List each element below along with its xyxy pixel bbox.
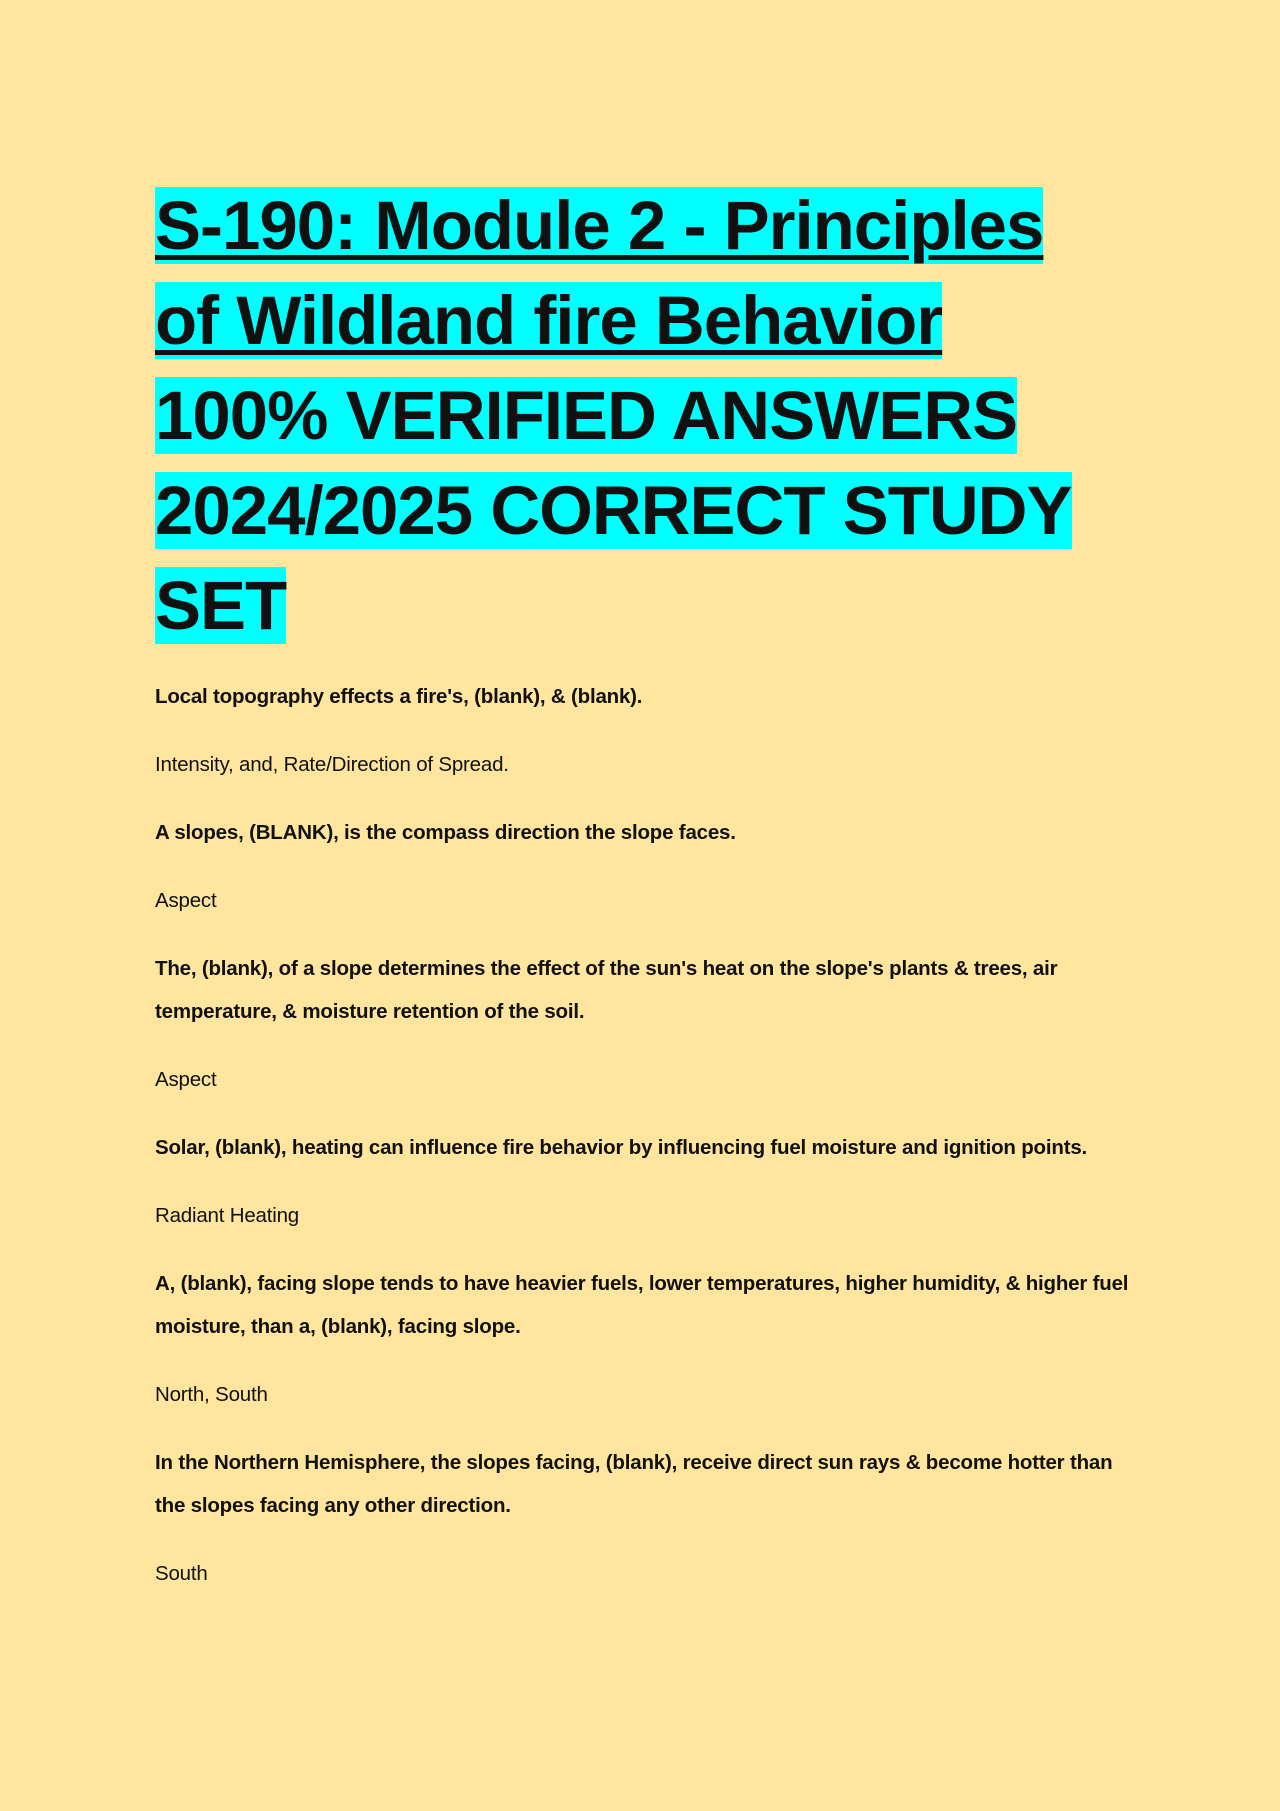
- question-text: A, (blank), facing slope tends to have heavier fuels, lower temperatures, higher humidity, & higher fuel moisture, than a, (blank), facing slope.: [155, 1272, 1129, 1338]
- title-line-3: 100% VERIFIED ANSWERS: [155, 377, 1018, 454]
- answer-text: Intensity, and, Rate/Direction of Spread.: [155, 753, 509, 776]
- qa-list: [155, 675, 1135, 1595]
- qa-item: [155, 675, 1135, 786]
- question-text: In the Northern Hemisphere, the slopes facing, (blank), receive direct sun rays & become hotter than the slopes facing any other direction.: [155, 1451, 1113, 1517]
- question-text: The, (blank), of a slope determines the effect of the sun's heat on the slope's plants & trees, air temperature, & moisture retention of the soil.: [155, 957, 1058, 1023]
- qa-item: [155, 811, 1135, 922]
- qa-item: [155, 1441, 1135, 1595]
- title-line-5: SET: [155, 567, 287, 644]
- document-page: [155, 178, 1135, 1620]
- question-text: Solar, (blank), heating can influence fire behavior by influencing fuel moisture and ignition points.: [155, 1136, 1088, 1159]
- title-line-2: of Wildland fire Behavior: [155, 282, 943, 359]
- title-line-1: S-190: Module 2 - Principles: [155, 187, 1044, 264]
- answer-text: Radiant Heating: [155, 1204, 300, 1227]
- question-text: A slopes, (BLANK), is the compass direction the slope faces.: [155, 821, 736, 844]
- qa-item: [155, 947, 1135, 1101]
- title-line-4: 2024/2025 CORRECT STUDY: [155, 472, 1072, 549]
- question-text: Local topography effects a fire's, (blank), & (blank).: [155, 685, 643, 708]
- answer-text: North, South: [155, 1383, 268, 1406]
- answer-text: South: [155, 1562, 208, 1585]
- qa-item: [155, 1262, 1135, 1416]
- qa-item: [155, 1126, 1135, 1237]
- document-title: [155, 178, 1135, 653]
- answer-text: Aspect: [155, 889, 217, 912]
- answer-text: Aspect: [155, 1068, 217, 1091]
